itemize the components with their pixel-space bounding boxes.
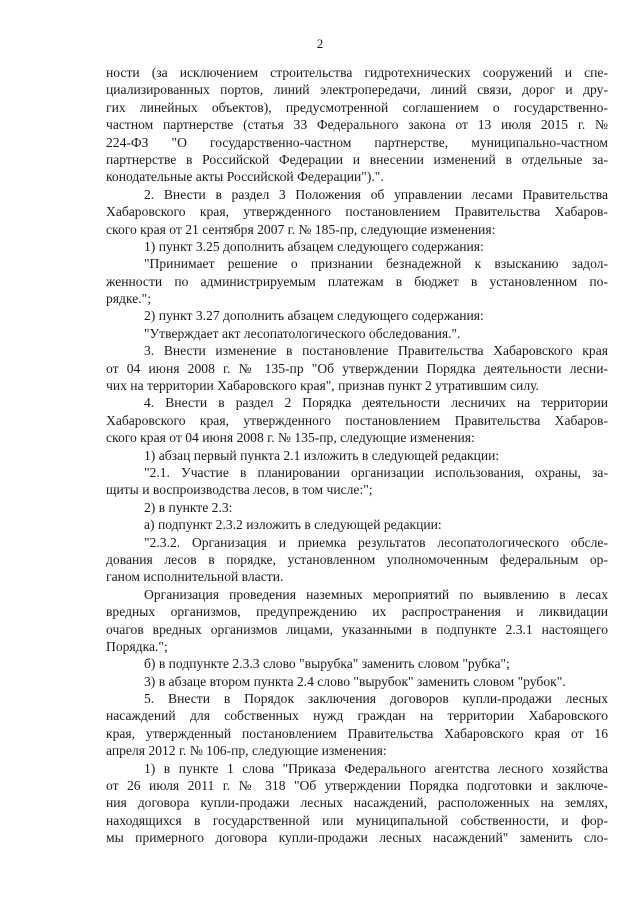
text-line: Хабаровского края, утвержденного постановлением Правительства Хабаров- — [106, 412, 608, 428]
text-line: рядке."; — [106, 291, 151, 307]
text-line: б) в подпункте 2.3.3 слово "вырубка" заменить словом "рубка"; — [144, 656, 510, 672]
text-line: апреля 2012 г. № 106-пр, следующие изменения: — [106, 743, 387, 759]
text-line: циализированных портов, линий электропередачи, линий связи, дорог и дру- — [106, 82, 608, 98]
text-line: Организация проведения наземных мероприятий по выявлению в лесах — [144, 586, 608, 602]
text-line: 1) пункт 3.25 дополнить абзацем следующего содержания: — [144, 238, 484, 254]
text-line: очагов вредных организмов лицами, указанными в подпункте 2.3.1 настоящего — [106, 621, 608, 637]
page-number: 2 — [316, 36, 324, 51]
text-line: партнерстве в Российской Федерации и внесении изменений в отдельные за- — [106, 151, 608, 167]
text-line: Порядка."; — [106, 638, 168, 654]
text-line: 2) в пункте 2.3: — [144, 499, 233, 515]
text-line: женности по администрируемым платежам в бюджет в установленном по- — [106, 273, 608, 289]
text-line: "2.3.2. Организация и приемка результатов лесопатологического обсле- — [144, 534, 608, 550]
text-line: находящихся в государственной или муниципальной собственности, и фор- — [106, 812, 608, 828]
text-line: ганом исполнительной власти. — [106, 569, 284, 585]
text-line: дования лесов в порядке, установленном уполномоченным федеральным ор- — [106, 551, 608, 567]
text-line: 3) в абзаце втором пункта 2.4 слово "вырубок" заменить словом "рубок". — [144, 673, 566, 689]
text-line: от 04 июня 2008 г. № 135-пр "Об утверждении Порядка деятельности лесни- — [106, 360, 608, 376]
text-line: гих линейных объектов), предусмотренной соглашением о государственно- — [106, 99, 608, 115]
text-line: конодательные акты Российской Федерации").". — [106, 169, 384, 185]
text-line: а) подпункт 2.3.2 изложить в следующей редакции: — [144, 517, 442, 533]
text-line: края, утвержденный постановлением Правительства Хабаровского края от 16 — [106, 725, 608, 741]
text-line: чих на территории Хабаровского края", признав пункт 2 утратившим силу. — [106, 378, 539, 394]
text-line: ности (за исключением строительства гидротехнических сооружений и спе- — [106, 65, 608, 80]
text-line: Хабаровского края, утвержденного постановлением Правительства Хабаров- — [106, 204, 608, 220]
text-line: ского края от 04 июня 2008 г. № 135-пр, следующие изменения: — [106, 430, 475, 446]
text-line: 5. Внести в Порядок заключения договоров купли-продажи лесных — [144, 691, 608, 707]
text-line: щиты и воспроизводства лесов, в том числе:"; — [106, 482, 373, 498]
text-line: насаждений для собственных нужд граждан на территории Хабаровского — [106, 708, 608, 724]
text-line: ского края от 21 сентября 2007 г. № 185-пр, следующие изменения: — [106, 221, 496, 237]
text-line: "Утверждает акт лесопатологического обследования.". — [144, 325, 461, 341]
text-line: 4. Внести в раздел 2 Порядка деятельности лесничих на территории — [144, 395, 608, 411]
text-line: 3. Внести изменение в постановление Правительства Хабаровского края — [144, 343, 608, 359]
text-line: частном партнерстве (статья 33 Федерального закона от 13 июля 2015 г. № — [106, 117, 608, 133]
text-line: ния договора купли-продажи лесных насаждений, расположенных на землях, — [106, 795, 608, 811]
text-line: 1) абзац первый пункта 2.1 изложить в следующей редакции: — [144, 447, 500, 463]
text-line: 2. Внести в раздел 3 Положения об управлении лесами Правительства — [144, 186, 608, 202]
text-line: "Принимает решение о признании безнадежной к взысканию задол- — [144, 256, 608, 272]
text-line: 224-ФЗ "О государственно-частном партнерстве, муниципально-частном — [106, 134, 608, 150]
text-line: "2.1. Участие в планировании организации использования, охраны, за- — [144, 464, 608, 480]
document-body — [106, 64, 608, 847]
text-line: от 26 июля 2011 г. № 318 "Об утверждении Порядка подготовки и заключе- — [106, 778, 608, 794]
text-line: вредных организмов, предупреждению их распространения и ликвидации — [106, 604, 608, 620]
text-line: 1) в пункте 1 слова "Приказа Федерального агентства лесного хозяйства — [144, 760, 608, 776]
text-line: мы примерного договора купли-продажи лесных насаждений" заменить сло- — [106, 830, 608, 846]
text-line: 2) пункт 3.27 дополнить абзацем следующего содержания: — [144, 308, 484, 324]
